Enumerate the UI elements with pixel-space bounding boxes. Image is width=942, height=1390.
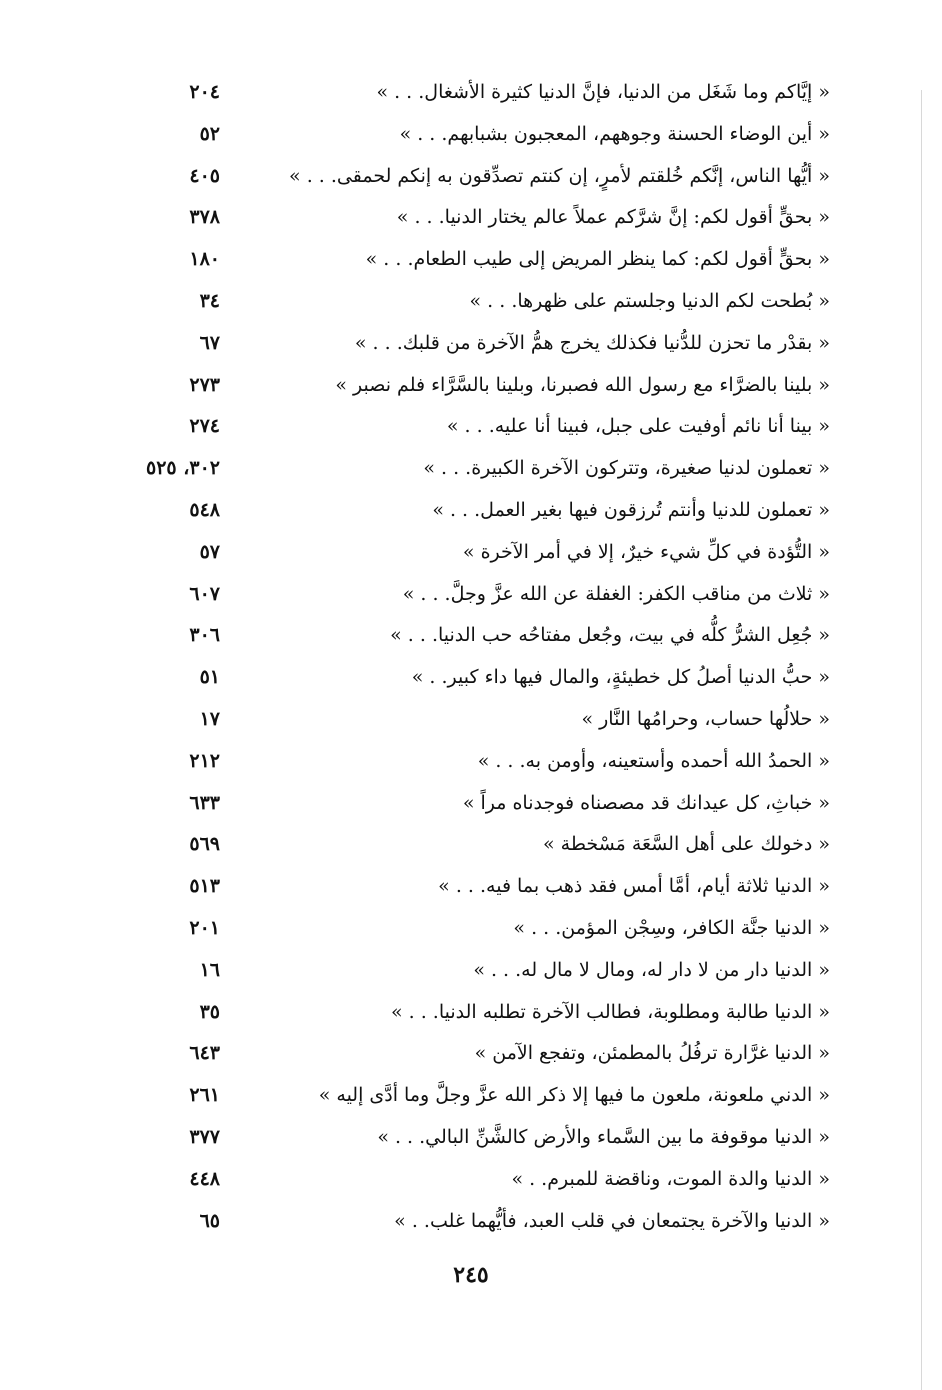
index-entry	[100, 950, 830, 992]
entry-text: « التُّؤدة في كلِّ شيء خيرٌ، إلا في أمر الآخرة »	[462, 540, 830, 563]
entry-pages: ١٦	[199, 958, 220, 981]
entry-text: « بحقٍّ أقول لكم: كما ينظر المريض إلى طيب الطعام. . . »	[365, 248, 830, 271]
entry-text: « بقدْر ما تحزن للدُّنيا فكذلك يخرج همُّ الآخرة من قلبك. . . »	[354, 331, 830, 354]
index-entry	[100, 615, 830, 657]
entry-pages: ٢٠١	[189, 916, 220, 939]
index-entry	[100, 699, 830, 741]
entry-pages: ٣٧٨	[189, 206, 220, 229]
index-entry	[100, 1201, 830, 1243]
entry-text: « الدنيا غرَّارة ترفُلُ بالمطمئن، وتفجع الآمن »	[474, 1042, 830, 1065]
entry-text: « الدنيا طالبة ومطلوبة، فطالب الآخرة تطلبه الدنيا. . . »	[390, 1000, 830, 1023]
entry-pages: ٥٦٩	[189, 833, 220, 856]
index-entry	[100, 323, 830, 365]
index-entry	[100, 783, 830, 825]
entry-pages: ٢٦١	[189, 1084, 220, 1107]
index-entry	[100, 406, 830, 448]
index-entry	[100, 72, 830, 114]
index-entry	[100, 114, 830, 156]
entry-pages: ٦٠٧	[189, 582, 220, 605]
entry-pages: ٦٧	[199, 331, 220, 354]
entry-pages: ٢٧٤	[189, 415, 220, 438]
entry-text: « الدني ملعونة، ملعون ما فيها إلا ذكر الله عزَّ وجلَّ وما أدَّى إليه »	[318, 1084, 830, 1107]
index-entry	[100, 448, 830, 490]
entry-text: « أيُّها الناس، إنَّكم خُلقتم لأمرٍ، إن كنتم تصدِّقون به إنكم لحمقى. . . »	[289, 164, 830, 187]
entry-pages: ٥٤٨	[189, 498, 220, 521]
entry-text: « ثلاث من مناقب الكفر: الغفلة عن الله عزَّ وجلَّ. . . »	[402, 582, 830, 605]
entry-pages: ٢١٢	[189, 749, 220, 772]
entry-text: « بلينا بالضرَّاء مع رسول الله فصبرنا، وبلينا بالسَّرَّاء فلم نصبر »	[335, 373, 830, 396]
entry-pages: ٥١	[199, 666, 220, 689]
entry-pages: ١٧	[199, 707, 220, 730]
index-entry	[100, 1159, 830, 1201]
entry-text: « حلالُها حساب، وحرامُها النَّار »	[581, 707, 830, 730]
entry-text: « إيَّاكم وما شَغَل من الدنيا، فإنَّ الدنيا كثيرة الأشغال. . . »	[376, 81, 830, 103]
index-entry	[100, 574, 830, 616]
index-entry	[100, 532, 830, 574]
entry-text: « خباثِ، كل عيدانك قد مصصناه فوجدناه مراً »	[462, 791, 830, 814]
index-entry	[100, 992, 830, 1034]
index-entry	[100, 1075, 830, 1117]
entry-text: « بينا أنا نائم أوفيت على جبل، فبينا أنا عليه. . . »	[446, 415, 830, 438]
index-entry	[100, 1033, 830, 1075]
entry-pages: ٤٠٥	[189, 164, 220, 187]
entry-pages: ٣٥	[199, 1000, 220, 1023]
entry-pages: ٤٤٨	[189, 1167, 220, 1190]
index-entry	[100, 197, 830, 239]
entry-text: « جُعِل الشرُّ كلُّه في بيت، وجُعل مفتاحُه حب الدنيا. . . »	[390, 624, 830, 647]
entry-pages: ٥١٣	[189, 875, 220, 898]
page-edge-divider	[921, 90, 922, 1390]
entry-text: « الدنيا ثلاثة أيام، أمَّا أمس فقد ذهب بما فيه. . . »	[438, 875, 830, 898]
index-entry	[100, 156, 830, 198]
index-entry	[100, 741, 830, 783]
index-entry	[100, 239, 830, 281]
entry-text: « أين الوضاء الحسنة وجوههم، المعجبون بشبابهم. . . »	[399, 122, 830, 145]
entry-pages: ٥٢	[199, 122, 220, 145]
page-number: ٢٤٥	[453, 1262, 489, 1288]
index-entry	[100, 824, 830, 866]
index-list	[100, 72, 830, 1242]
entry-pages: ٣٤	[199, 289, 220, 312]
entry-pages: ٢٧٣	[189, 373, 220, 396]
entry-text: « دخولك على أهل السَّعَة مَسْخطة »	[543, 833, 830, 856]
entry-text: « الدنيا والدة الموت، وناقضة للمبرم. . »	[511, 1167, 830, 1190]
entry-text: « بُطحت لكم الدنيا وجلستم على ظهرها. . . »	[469, 289, 830, 312]
index-entry	[100, 490, 830, 532]
entry-pages: ٥٧	[199, 540, 220, 563]
entry-text: « حبُّ الدنيا أصلُ كل خطيئةٍ، والمال فيها داء كبير. . »	[411, 666, 830, 689]
entry-text: « تعملون لدنيا صغيرة، وتتركون الآخرة الكبيرة. . . »	[423, 457, 830, 480]
index-entry	[100, 866, 830, 908]
entry-pages: ٣٧٧	[189, 1125, 220, 1148]
index-entry	[100, 281, 830, 323]
entry-text: « الدنيا والآخرة يجتمعان في قلب العبد، فأيُّهما غلب. . »	[394, 1209, 830, 1232]
entry-pages: ٦٥	[199, 1209, 220, 1232]
entry-text: « الدنيا جنَّة الكافر، وسِجْن المؤمن. . . »	[513, 916, 830, 939]
index-entry	[100, 365, 830, 407]
entry-text: « بحقٍّ أقول لكم: إنَّ شرَّكم عملاً عالم يختار الدنيا. . . »	[396, 206, 830, 229]
index-entry	[100, 657, 830, 699]
entry-text: « الدنيا دار من لا دار له، ومال لا مال له. . . »	[473, 958, 830, 981]
index-entry	[100, 908, 830, 950]
entry-pages: ٣٠٢، ٥٢٥	[146, 457, 220, 480]
entry-pages: ٦٤٣	[189, 1042, 220, 1065]
entry-pages: ٦٣٣	[189, 791, 220, 814]
entry-pages: ١٨٠	[189, 248, 220, 271]
index-entry	[100, 1117, 830, 1159]
entry-pages: ٣٠٦	[189, 624, 220, 647]
entry-pages: ٢٠٤	[189, 81, 220, 103]
entry-text: « الدنيا موقوفة ما بين السَّماء والأرض كالشَّنِّ البالي. . . »	[377, 1125, 830, 1148]
entry-text: « الحمدُ الله أحمده وأستعينه، وأومن به. . . »	[477, 749, 830, 772]
entry-text: « تعملون للدنيا وأنتم تُرزقون فيها بغير العمل. . . »	[432, 498, 830, 521]
